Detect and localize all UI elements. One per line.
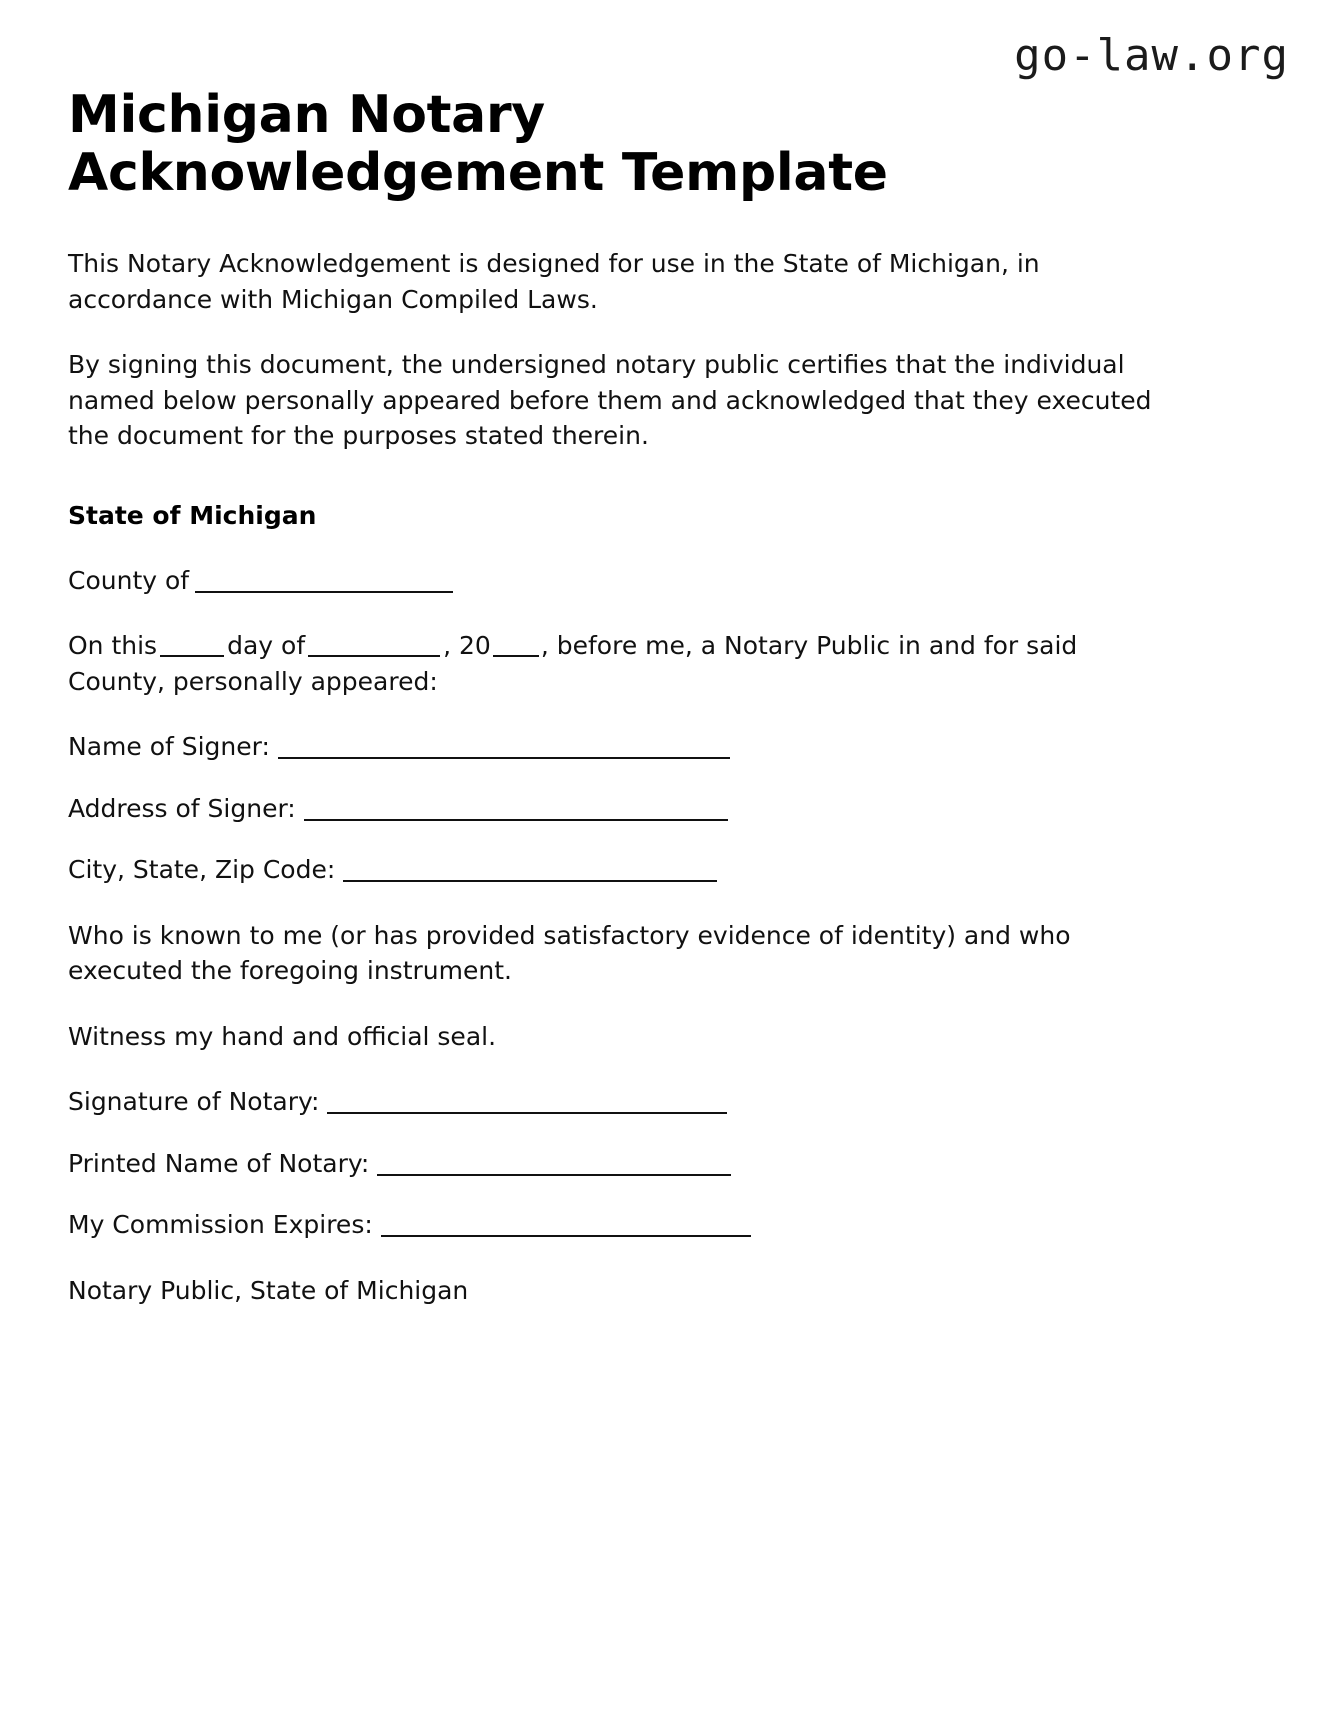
notary-signature-row [68,1084,1190,1120]
notary-signature-blank[interactable] [327,1095,727,1114]
spacer [68,826,1190,852]
notary-printed-name-blank[interactable] [377,1157,731,1176]
identity-paragraph: Who is known to me (or has provided satisfactory evidence of identity) and who executed the foregoing instrument. [68,920,1071,986]
spacer [68,533,1190,563]
spacer [68,454,1190,498]
signer-city-blank[interactable] [343,863,717,882]
document-body [68,86,1190,1308]
spacer [68,1243,1190,1273]
intro-paragraph-2: By signing this document, the undersigned notary public certifies that the individual named below personally appeared before them and acknowledged that they executed the document for the purposes stated therein. [68,350,1152,451]
witness-line: Witness my hand and official seal. [68,1021,497,1051]
day-blank[interactable] [160,641,224,657]
site-logo: go-law.org [1014,30,1289,81]
spacer [68,317,1190,347]
year-blank[interactable] [493,641,539,657]
signer-name-blank[interactable] [278,740,730,759]
spacer [68,1181,1190,1207]
commission-expires-label: My Commission Expires: [68,1210,373,1240]
spacer [68,888,1190,918]
appearance-prefix: On this [68,631,158,661]
spacer [68,989,1190,1019]
document-footer-line: Notary Public, State of Michigan [68,1275,469,1305]
month-blank[interactable] [308,641,440,657]
appearance-clause [68,628,1143,699]
signer-address-blank[interactable] [304,802,728,821]
signer-name-row [68,729,1190,765]
signer-address-label: Address of Signer: [68,793,296,823]
notary-signature-label: Signature of Notary: [68,1087,320,1117]
signer-name-label: Name of Signer: [68,732,270,762]
signer-address-row [68,791,1190,827]
county-field-row [68,563,1190,599]
spacer [68,765,1190,791]
intro-paragraph-1: This Notary Acknowledgement is designed for use in the State of Michigan, in accordance with Michigan Compiled Laws. [68,249,1040,314]
spacer [68,699,1190,729]
spacer [68,1120,1190,1146]
section-heading-state: State of Michigan [68,500,317,530]
appearance-comma-1: , 20 [443,631,491,661]
spacer [68,1054,1190,1084]
appearance-suffix: , before me, a Notary Public in and for said County, personally appeared: [68,631,1078,696]
signer-city-label: City, State, Zip Code: [68,855,336,885]
county-label: County of [68,565,190,595]
notary-printed-name-label: Printed Name of Notary: [68,1148,370,1178]
county-blank[interactable] [195,574,453,593]
signer-city-row [68,852,1190,888]
notary-printed-name-row [68,1146,1190,1182]
commission-expires-blank[interactable] [381,1218,751,1237]
commission-expires-row [68,1207,1190,1243]
page-title: Michigan Notary Acknowledgement Template [68,85,888,204]
spacer [68,202,1190,246]
appearance-mid-1: day of [227,631,306,661]
spacer [68,598,1190,628]
